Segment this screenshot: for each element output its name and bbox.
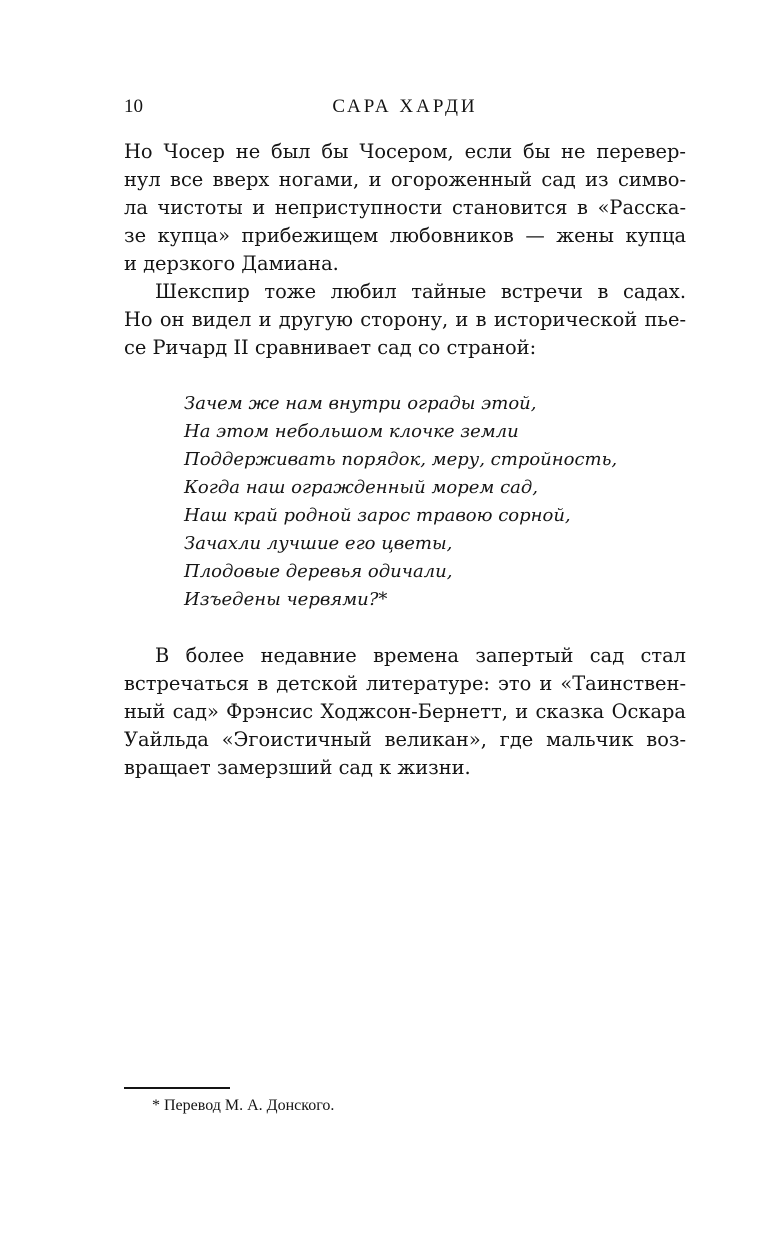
paragraph-line: се Ричард II сравнивает сад со страной:: [124, 336, 537, 359]
paragraph-line: встречаться в детской литературе: это и «Таинствен-: [124, 672, 686, 695]
verse-line: Поддерживать порядок, меру, стройность,: [184, 449, 618, 470]
running-header: [124, 96, 686, 120]
paragraph-line: Но Чосер не был бы Чосером, если бы не перевер-: [124, 140, 686, 163]
page-number: 10: [124, 96, 143, 117]
verse-line: Когда наш огражденный морем сад,: [184, 477, 539, 498]
footnote-divider: [124, 1087, 230, 1089]
paragraph-line: ный сад» Фрэнсис Ходжсон-Бернетт, и сказка Оскара: [124, 700, 686, 723]
paragraph-line: Но он видел и другую сторону, и в исторической пье-: [124, 308, 686, 331]
verse-line: Наш край родной зарос травою сорной,: [184, 505, 571, 526]
footnote: * Перевод М. А. Донского.: [152, 1097, 335, 1114]
verse-line: Изъедены червями?*: [184, 589, 388, 610]
verse-line: Зачахли лучшие его цветы,: [184, 533, 453, 554]
paragraph-line: зе купца» прибежищем любовников — жены купца: [124, 224, 686, 247]
paragraph-line: вращает замерзший сад к жизни.: [124, 756, 471, 779]
verse-line: Зачем же нам внутри ограды этой,: [184, 393, 537, 414]
paragraph-line: В более недавние времена запертый сад стал: [155, 644, 686, 667]
verse-line: На этом небольшом клочке земли: [184, 421, 519, 442]
paragraph-line: Уайльда «Эгоистичный великан», где мальчик воз-: [124, 728, 686, 751]
verse-line: Плодовые деревья одичали,: [184, 561, 453, 582]
paragraph-line: Шекспир тоже любил тайные встречи в садах.: [155, 280, 686, 303]
paragraph-line: ла чистоты и неприступности становится в «Расска-: [124, 196, 686, 219]
running-title: САРА ХАРДИ: [332, 96, 478, 117]
paragraph-line: и дерзкого Дамиана.: [124, 252, 339, 275]
paragraph-line: нул все вверх ногами, и огороженный сад из симво-: [124, 168, 686, 191]
